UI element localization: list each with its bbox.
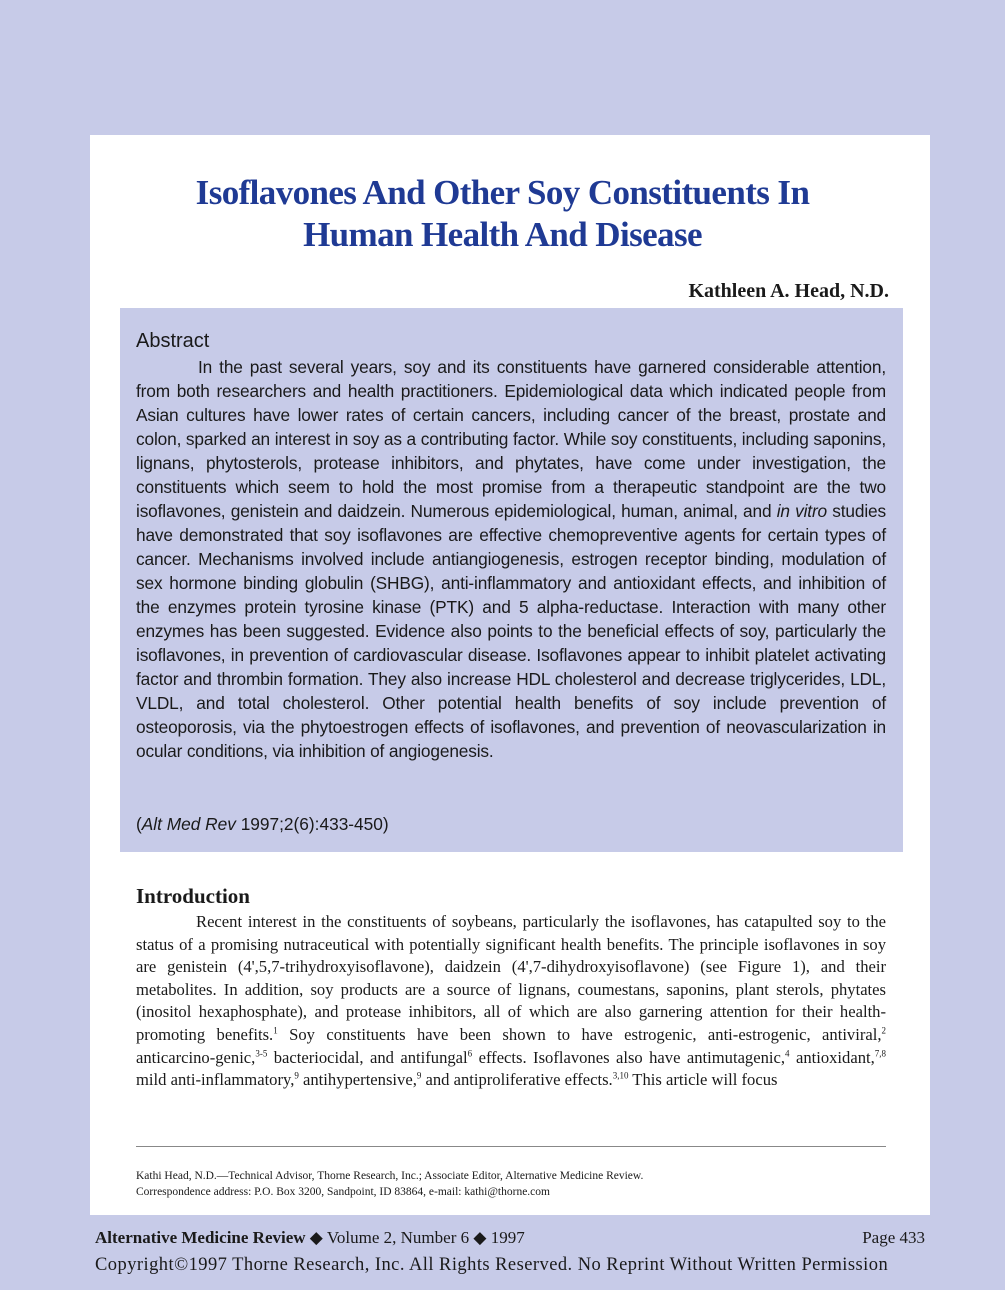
footer-journal: Alternative Medicine Review: [95, 1228, 306, 1247]
reference-superscript: 7,8: [874, 1048, 887, 1059]
footnote-correspondence: Correspondence address: P.O. Box 3200, Sandpoint, ID 83864, e-mail: kathi@thorne.com: [136, 1185, 550, 1198]
footer-year: 1997: [490, 1228, 525, 1247]
abstract-citation: [136, 812, 389, 836]
intro-text: mild anti-inflammatory,: [136, 1070, 295, 1090]
running-footer: [95, 1228, 925, 1248]
intro-text: Soy constituents have been shown to have estrogenic, anti-estrogenic, antiviral,: [277, 1024, 882, 1044]
abstract-body: [136, 355, 886, 763]
citation-journal: Alt Med Rev: [141, 814, 236, 834]
reference-superscript: 9: [294, 1070, 299, 1081]
citation-open: (: [136, 814, 142, 834]
intro-text: bacteriocidal, and antifungal: [267, 1047, 468, 1067]
diamond-icon: ◆: [469, 1228, 491, 1247]
title-line-2: Human Health And Disease: [303, 215, 702, 254]
abstract-italic: in vitro: [776, 501, 828, 521]
footnote-divider: [136, 1146, 886, 1147]
footnote-affiliation: Kathi Head, N.D.—Technical Advisor, Thorne Research, Inc.; Associate Editor, Alternative Medicine Review.: [136, 1170, 644, 1182]
abstract-text-1: In the past several years, soy and its constituents have garnered considerable attention, from both researchers and health practitioners. Epidemiological data which indicated people from Asian cultures have lower rates of certain cancers, including cancer of the breast, prostate and colon, sparked an interest in soy as a contributing factor. While soy constituents, including saponins, lignans, phytosterols, protease inhibitors, and phytates, have come under investigation, the constituents which seem to hold the most promise from a therapeutic standpoint are the two isoflavones, genistein and daidzein. Numerous epidemiological, human, animal, and: [136, 357, 886, 521]
reference-superscript: 6: [467, 1048, 473, 1059]
introduction-heading: Introduction: [136, 884, 250, 908]
reference-superscript: 3,10: [612, 1070, 629, 1081]
introduction-body: [136, 911, 886, 1092]
intro-text: effects. Isoflavones also have antimutagenic,: [472, 1047, 786, 1067]
page-number: Page 433: [862, 1228, 925, 1247]
reference-superscript: 1: [273, 1025, 278, 1036]
diamond-icon: ◆: [305, 1228, 327, 1247]
article-title: [0, 172, 1005, 256]
copyright-notice: Copyright©1997 Thorne Research, Inc. All Rights Reserved. No Reprint Without Written Permission: [95, 1255, 889, 1275]
intro-text: and antiproliferative effects.: [421, 1070, 613, 1090]
intro-text: anticarcino-genic,: [136, 1047, 256, 1067]
reference-superscript: 9: [416, 1070, 422, 1081]
abstract-heading: Abstract: [136, 330, 210, 352]
reference-superscript: 3-5: [255, 1048, 268, 1059]
citation-rest: 1997;2(6):433-450): [235, 814, 389, 834]
reference-superscript: 4: [785, 1048, 790, 1059]
author-name: Kathleen A. Head, N.D.: [688, 280, 889, 302]
footnote: [136, 1169, 886, 1200]
intro-text: antihypertensive,: [298, 1070, 417, 1090]
intro-text: This article will focus: [628, 1070, 778, 1090]
intro-text: antioxidant,: [789, 1047, 875, 1067]
footer-volume: Volume 2, Number 6: [326, 1228, 470, 1247]
abstract-text-2: studies have demonstrated that soy isoflavones are effective chemopreventive agents for certain types of cancer. Mechanisms involved include antiangiogenesis, estrogen receptor binding, modulation of sex hormone binding globulin (SHBG), anti-inflammatory and antioxidant effects, and inhibition of the enzymes protein tyrosine kinase (PTK) and 5 alpha-reductase. Interaction with many other enzymes has been suggested. Evidence also points to the beneficial effects of soy, particularly the isoflavones, in prevention of cardiovascular disease. Isoflavones appear to inhibit platelet activating factor and thrombin formation. They also increase HDL cholesterol and decrease triglycerides, LDL, VLDL, and total cholesterol. Other potential health benefits of soy include prevention of osteoporosis, via the phytoestrogen effects of isoflavones, and prevention of neovascularization in ocular conditions, via inhibition of angiogenesis.: [136, 501, 886, 761]
intro-text: Recent interest in the constituents of soybeans, particularly the isoflavones, has catapulted soy to the status of a promising nutraceutical with potentially significant health benefits. The principle isoflavones in soy are genistein (4',5,7-trihydroxyisoflavone), daidzein (4',7-dihydroxyisoflavone) (see Figure 1), and their metabolites. In addition, soy products are a source of lignans, coumestans, saponins, plant sterols, phytates (inositol hexaphosphate), and protease inhibitors, all of which are also garnering attention for their health-promoting benefits.: [136, 912, 886, 1044]
title-line-1: Isoflavones And Other Soy Constituents In: [195, 173, 810, 212]
reference-superscript: 2: [881, 1025, 886, 1036]
